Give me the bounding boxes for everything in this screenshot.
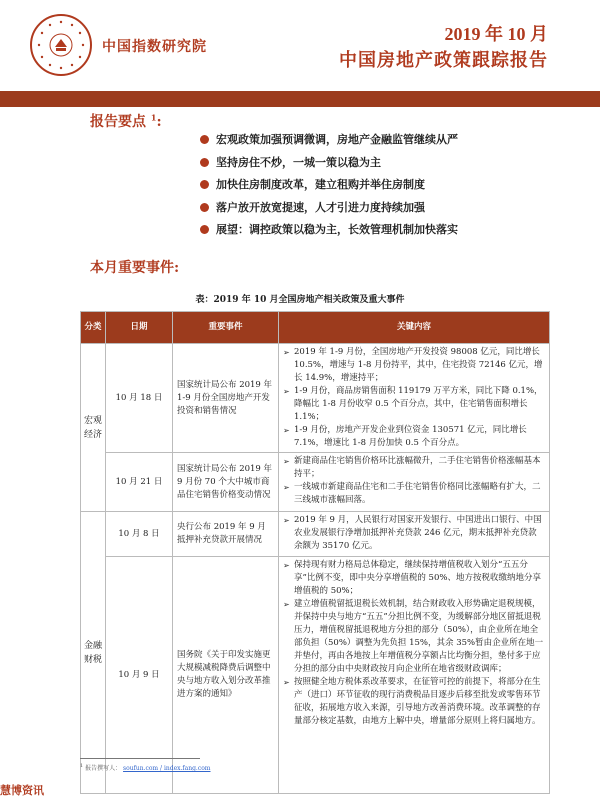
checkmark-icon: ➢ xyxy=(283,561,290,570)
column-header: 日期 xyxy=(106,312,173,344)
summary-list xyxy=(200,131,560,244)
list-item: ➢ 1-9 月份，房地产开发企业到位资金 130571 亿元，同比增长 7.1%，增速比 1-8 月份加快 0.5 个百分点。 xyxy=(283,425,527,448)
checkmark-icon: ➢ xyxy=(283,426,290,435)
checkmark-icon: ➢ xyxy=(283,348,290,357)
watermark: 慧博资讯 xyxy=(0,784,44,797)
bullet-icon xyxy=(200,225,209,234)
bullet-icon xyxy=(200,135,209,144)
event-cell: 国务院《关于印发实施更大规模减税降费后调整中央与地方收入划分改革推进方案的通知》 xyxy=(173,557,279,794)
event-cell: 国家统计局公布 2019 年 1-9 月份全国房地产开发投资和销售情况 xyxy=(173,344,279,453)
list-item: ➢ 1-9 月份，商品房销售面积 119179 万平方米，同比下降 0.1%，降幅比 1-8 月份收窄 0.5 个百分点，其中，住宅销售面积增长 1.1%； xyxy=(283,386,543,422)
event-cell: 国家统计局公布 2019 年 9 月份 70 个大中城市商品住宅销售价格变动情况 xyxy=(173,453,279,512)
list-item: ➢ 建立增值税留抵退税长效机制，结合财政收入形势确定退税规模，并保持中央与地方“五五”分担比例不变，为缓解部分地区留抵退税压力，增值税留抵退税地方分担的部分（50%），由企业所在地全部负担（50%）调整为先负担 15%，其余 35%暂由企业所在地一并垫付，再由各地按上年增值税分享额占比均衡分担，垫付多于应分担的部分由中央财政按月向企业所在地省级财政调库； xyxy=(283,599,544,674)
report-date-title: 2019 年 10 月 xyxy=(444,24,548,44)
table-row xyxy=(81,453,550,512)
list-item: ➢ 保持现有财力格局总体稳定，继续保持增值税收入划分“五五分享”比例不变，即中央分享增值税的 50%、地方按税收缴纳地分享增值税的 50%； xyxy=(283,560,541,596)
list-item: ➢ 一线城市新建商品住宅和二手住宅销售价格同比涨幅略有扩大，二三线城市涨幅回落。 xyxy=(283,482,541,505)
list-item: 落户放开放宽提速，人才引进力度持续加强 xyxy=(200,199,560,222)
date-cell: 10 月 18 日 xyxy=(106,344,173,453)
date-cell: 10 月 8 日 xyxy=(106,512,173,557)
list-item: ➢ 2019 年 9 月，人民银行对国家开发银行、中国进出口银行、中国农业发展银行净增加抵押补充贷款 246 亿元，期末抵押补充贷款余额为 35170 亿元。 xyxy=(283,515,542,551)
events-table xyxy=(80,311,550,794)
content-cell xyxy=(279,557,550,794)
list-item: 展望：调控政策以稳为主，长效管理机制加快落实 xyxy=(200,221,560,244)
list-item: ➢ 按照健全地方税体系改革要求，在征管可控的前提下，将部分在生产（进口）环节征收的现行消费税品目逐步后移至批发或零售环节征收，拓展地方收入来源，引导地方改善消费环境。改革调整的存量部分核定基数，由地方上解中央，增量部分原则上将归属地方。 xyxy=(283,677,541,726)
cia-logo xyxy=(30,14,92,76)
table-header-row xyxy=(81,312,550,344)
table-caption: 表：2019 年 10 月全国房地产相关政策及重大事件 xyxy=(195,295,405,305)
footnote-link[interactable]: soufun.com / index.fang.com xyxy=(123,765,211,772)
summary-heading: 报告要点 $^1$: xyxy=(90,112,162,130)
report-title: 中国房地产政策跟踪报告 xyxy=(339,50,548,71)
checkmark-icon: ➢ xyxy=(283,516,290,525)
content-cell xyxy=(279,344,550,453)
table-row xyxy=(81,344,550,453)
content-cell xyxy=(279,512,550,557)
header-band xyxy=(0,91,600,107)
category-cell: 金融财税 xyxy=(81,512,106,794)
footnote-divider xyxy=(80,758,200,759)
checkmark-icon: ➢ xyxy=(283,483,290,492)
table-row xyxy=(81,512,550,557)
events-heading: 本月重要事件: xyxy=(90,260,180,276)
list-item: 坚持房住不炒，一城一策以稳为主 xyxy=(200,154,560,177)
content-cell xyxy=(279,453,550,512)
footnote: $^1$ 报告撰写人： soufun.com / index.fang.com xyxy=(80,763,211,772)
bullet-icon xyxy=(200,203,209,212)
org-name: 中国指数研究院 xyxy=(102,39,207,55)
list-item: 宏观政策加强预调微调，房地产金融监管继续从严 xyxy=(200,131,560,154)
bullet-icon xyxy=(200,158,209,167)
checkmark-icon: ➢ xyxy=(283,600,290,609)
column-header: 重要事件 xyxy=(173,312,279,344)
category-cell: 宏观经济 xyxy=(81,344,106,512)
footnote-ref[interactable]: 1 xyxy=(150,112,157,123)
seal-icon xyxy=(32,16,90,74)
checkmark-icon: ➢ xyxy=(283,678,290,687)
date-cell: 10 月 9 日 xyxy=(106,557,173,794)
column-header: 分类 xyxy=(81,312,106,344)
checkmark-icon: ➢ xyxy=(283,457,290,466)
list-item: 加快住房制度改革，建立租购并举住房制度 xyxy=(200,176,560,199)
list-item: ➢ 2019 年 1-9 月份，全国房地产开发投资 98008 亿元，同比增长 10.5%，增速与 1-8 月份持平，其中，住宅投资 72146 亿元，增长 14.9%，增速持平； xyxy=(283,347,543,383)
checkmark-icon: ➢ xyxy=(283,387,290,396)
bullet-icon xyxy=(200,180,209,189)
event-cell: 央行公布 2019 年 9 月抵押补充贷款开展情况 xyxy=(173,512,279,557)
date-cell: 10 月 21 日 xyxy=(106,453,173,512)
list-item: ➢ 新建商品住宅销售价格环比涨幅微升，二手住宅销售价格涨幅基本持平； xyxy=(283,456,541,479)
column-header: 关键内容 xyxy=(279,312,550,344)
